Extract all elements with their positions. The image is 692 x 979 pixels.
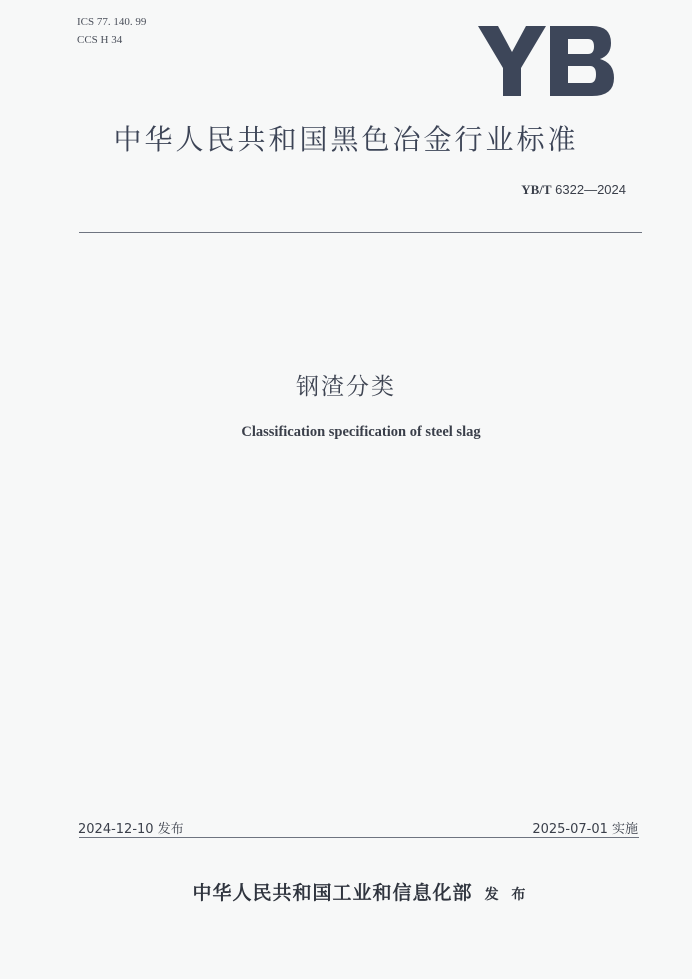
- standard-number: [521, 182, 626, 198]
- ccs-code: CCS H 34: [77, 34, 123, 46]
- title-english: Classification specification of steel slag: [241, 424, 481, 440]
- effective-date: 2025-07-01 实施: [532, 822, 638, 837]
- footer-divider: [79, 837, 639, 838]
- header-divider: [79, 232, 642, 233]
- ics-code: ICS 77. 140. 99: [77, 16, 147, 28]
- title-chinese: 钢渣分类: [296, 374, 396, 400]
- publisher-org: 中华人民共和国工业和信息化部: [192, 882, 473, 904]
- yb-logo: [478, 26, 614, 98]
- issue-date: 2024-12-10 发布: [78, 822, 184, 837]
- publisher: [0, 878, 692, 905]
- standard-number-prefix: YB/T: [521, 182, 552, 197]
- standard-category: 中华人民共和国黑色冶金行业标准: [113, 123, 579, 156]
- classification-codes: [77, 13, 146, 49]
- standard-number-rest: 6322—2024: [551, 182, 626, 197]
- publisher-action: 发 布: [484, 887, 530, 903]
